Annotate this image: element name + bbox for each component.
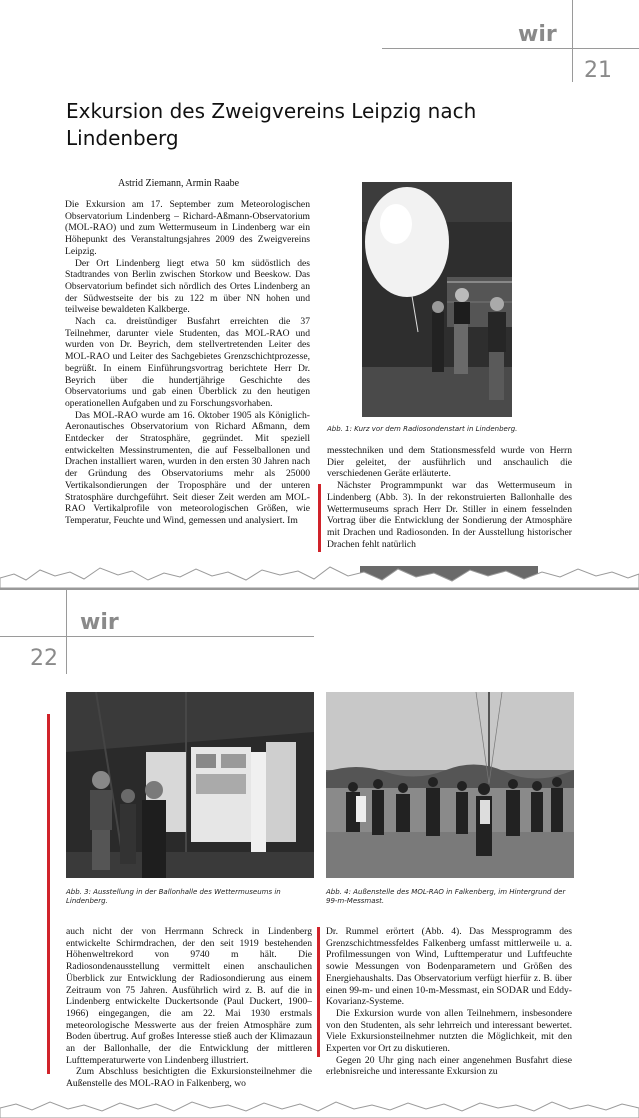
paragraph: Die Exkursion am 17. September zum Meteorologischen Observatorium Lindenberg – Richard-Aßmann-Observatorium (MOL-RAO) und zum Wettermuseum in Lindenberg war ein Höhepunkt des Veranstaltungsjahres 2009 des Zweigvereins Leipzig. <box>65 199 310 257</box>
torn-page-edge <box>0 1098 639 1118</box>
header-horizontal-rule <box>0 636 314 637</box>
paragraph: Der Ort Lindenberg liegt etwa 50 km südöstlich des Stadtrandes von Berlin zwischen Storkow und Beeskow. Das Observatorium befindet sich nördlich des Ortes Lindenberg an der Südwestseite der bis zu 122 m über NN hohen und teilweise bewaldeten Kalkberge. <box>65 257 310 316</box>
exhibition-illustration <box>66 692 314 878</box>
article-title: Exkursion des Zweigvereins Leipzig nach Lindenberg <box>66 99 477 150</box>
paragraph: messtechniken und dem Stationsmessfeld wurde von Herrn Dier geleitet, der ausführlich und anschaulich die verschiedenen Geräte erläuterte. <box>327 445 572 480</box>
page-22 <box>0 588 639 1118</box>
red-margin-marker <box>47 714 50 1074</box>
magazine-header: wir <box>518 22 557 47</box>
article-authors: Astrid Ziemann, Armin Raabe <box>118 178 240 189</box>
right-column-text <box>327 445 572 568</box>
paragraph: Die Exkursion wurde von allen Teilnehmern, insbesondere von den Studenten, als sehr lehrreich und interessant bewertet. Viele Exkursionsteilnehmer nutzten die Möglichkeit, mit den Experten vor Ort zu diskutieren. <box>326 1007 572 1055</box>
header-horizontal-rule <box>382 48 639 49</box>
figure-3-caption: Abb. 3: Ausstellung in der Ballonhalle des Wettermuseums in Lindenberg. <box>66 888 281 905</box>
exhibition-hall-photo <box>66 692 314 878</box>
left-column-text <box>66 926 312 1116</box>
page-number: 22 <box>30 646 58 671</box>
header-vertical-rule <box>572 0 573 82</box>
paragraph: auch nicht der von Herrmann Schreck in Lindenberg entwickelte Schirmdrachen, der den seit 1919 bestehenden Höhenweltrekord von 9740 m hält. Die Radiosondenausstellung vermittelt einen anschaulichen Überblick zur Entwicklung der Radiosondierung aus einem Zeitraum von 75 Jahren. Ausführlich wird z. B. auf die in Lindenberg entwickelte Duckertsonde (Paul Duckert, 1900–1966) eingegangen, die am 22. Mai 1930 erstmals meteorologische Messwerte aus der freien Atmosphäre zum Boden übertrug. Auf großes Interesse stieß auch der Klimazaun an der Ballonhalle, der die Entwicklung der mittleren Lufttemperaturwerte von Lindenberg illustriert. <box>66 926 312 1066</box>
paragraph: Zum Abschluss besichtigten die Exkursionsteilnehmer die Außenstelle des MOL-RAO in Falkenberg, wo <box>66 1066 312 1090</box>
header-vertical-rule <box>66 590 67 674</box>
paragraph: Nach ca. dreistündiger Busfahrt erreichten die 37 Teilnehmer, darunter viele Studenten, das MOL-RAO und wurden von Dr. Beyrich, dem stellvertretenden Leiter des MOL-RAO und Leiter des Sachgebietes Grenzschichtprozesse, begrüßt. In einem Einführungsvortrag berichtete Herr Dr. Beyrich über die hundertjährige Geschichte des Observatoriums und gab einen Überblick zu den heutigen operationellen Aufgaben und zu Forschungsvorhaben. <box>65 316 310 409</box>
red-margin-marker <box>317 927 320 1057</box>
figure-1-caption: Abb. 1: Kurz vor dem Radiosondenstart in Lindenberg. <box>327 425 518 433</box>
balloon-photo-illustration <box>362 182 512 417</box>
paragraph: Nächster Programmpunkt war das Wettermuseum in Lindenberg (Abb. 3). In der rekonstruierten Ballonhalle des Wettermuseums sprach Herr Dr. Stiller in einem fesselnden Vortrag über die Entwicklung der Sondierung der Atmosphäre mit Drachen und Radiosonden. In der Ausstellung historischer Drachen fehlt natürlich <box>327 480 572 550</box>
left-column-text <box>65 199 310 571</box>
right-column-text <box>326 926 572 1116</box>
page-number: 21 <box>584 58 612 83</box>
paragraph: Gegen 20 Uhr ging nach einer angenehmen Busfahrt diese erlebnisreiche und interessante Exkursion zu <box>326 1054 572 1078</box>
paragraph: Dr. Rummel erörtert (Abb. 4). Das Messprogramm des Grenzschichtmessfeldes Falkenberg umfasst mittlerweile u. a. Profilmessungen von Wind, Lufttemperatur und Luftfeuchte sowie Messungen von Bodenparametern und Größen des Energiehaushalts. Das Observatorium verfügt hierfür z. B. über einen 99-m- und einen 10-m-Messmast, ein SODAR und Eddy-Kovarianz-Systeme. <box>326 926 572 1008</box>
magazine-header: wir <box>80 610 119 635</box>
figure-4-caption: Abb. 4: Außenstelle des MOL-RAO in Falkenberg, im Hintergrund der 99-m-Messmast. <box>326 888 566 905</box>
red-margin-marker <box>318 484 321 552</box>
falkenberg-field-photo <box>326 692 574 878</box>
paragraph: Das MOL-RAO wurde am 16. Oktober 1905 als Königlich-Aeronautisches Observatorium von Richard Aßmann, dem Entdecker der Stratosphäre, gegründet. Mit speziell entwickelten Messinstrumenten, die auf Fesselballonen und Drachen installiert waren, wurden in den ersten 30 Jahren nach der Gründung des Observatoriums mehr als 25000 Vertikalsondierungen der Troposphäre und der unteren Stratosphäre durchgeführt. Seit dieser Zeit werden am MOL-RAO Vertikalprofile von meteorologischen Größen, wie Temperatur, Feuchte und Wind, gemessen und analysiert. Im <box>65 409 310 526</box>
radiosonde-balloon-photo <box>362 182 512 417</box>
torn-page-edge <box>0 556 639 588</box>
field-illustration <box>326 692 574 878</box>
